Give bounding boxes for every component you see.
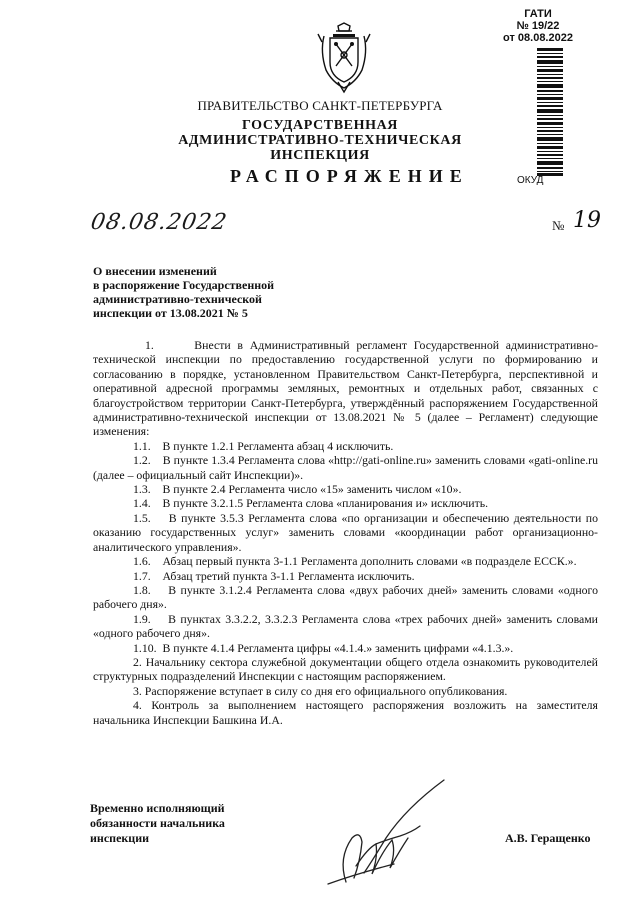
subject-line: в распоряжение Государственной: [93, 278, 275, 292]
paragraph: 1.2. В пункте 1.3.4 Регламента слова «http://gati-online.ru» заменить словами «gati-online.ru (далее – официальный сайт Инспекции)».: [93, 453, 598, 482]
paragraph: 1.8. В пункте 3.1.2.4 Регламента слова «двух рабочих дней» заменить словами «одного рабочего дня».: [93, 582, 598, 612]
paragraph: 1.5. В пункте 3.5.3 Регламента слова «по организации и обеспечению деятельности по оказанию государственных услуг» заменить словами «координации работ организационно-аналитического управления».: [93, 510, 598, 554]
government-name: ПРАВИТЕЛЬСТВО САНКТ-ПЕТЕРБУРГА: [197, 98, 443, 113]
stamp-org: ГАТИ: [524, 8, 552, 20]
signatory-name: А.В. Геращенко: [505, 831, 591, 845]
document-body: [93, 338, 598, 727]
okud-label: ОКУД: [517, 175, 544, 186]
paragraph: 1.1. В пункте 1.2.1 Регламента абзац 4 исключить.: [133, 438, 394, 453]
signatory-title-line: Временно исполняющий: [90, 801, 225, 815]
paragraph: 3. Распоряжение вступает в силу со дня его официального опубликования.: [133, 683, 508, 698]
subject-line: административно-технической: [93, 292, 262, 306]
document-subject: [93, 264, 323, 320]
paragraph: 1.6. Абзац первый пункта 3-1.1 Регламента дополнить словами «в подразделе ЕССК.».: [133, 554, 577, 569]
paragraph: 1.7. Абзац третий пункта 3-1.1 Регламента исключить.: [133, 568, 415, 583]
agency-line: ИНСПЕКЦИЯ: [270, 148, 370, 163]
registration-stamp: [488, 8, 588, 44]
agency-line: АДМИНИСТРАТИВНО-ТЕХНИЧЕСКАЯ: [178, 133, 462, 148]
paragraph: 2. Начальнику сектора служебной документации общего отдела ознакомить руководителей структурных подразделений Инспекции с настоящим распоряжением.: [93, 654, 598, 684]
agency-line: ГОСУДАРСТВЕННАЯ: [242, 118, 398, 133]
stamp-date: от 08.08.2022: [503, 32, 573, 44]
subject-line: инспекции от 13.08.2021 № 5: [93, 306, 248, 320]
signatory-title-line: обязанности начальника: [90, 816, 225, 830]
paragraph: 1.4. В пункте 3.2.1.5 Регламента слова «планирования и» исключить.: [133, 496, 489, 511]
document-type: РАСПОРЯЖЕНИЕ: [230, 166, 469, 186]
document-number-label: №: [552, 218, 565, 233]
paragraph: 1.10. В пункте 4.1.4 Регламента цифры «4.1.4.» заменить цифрами «4.1.3.».: [133, 640, 514, 655]
paragraph: 1.9. В пунктах 3.3.2.2, 3.3.2.3 Регламента слова «трех рабочих дней» заменить словами «одного рабочего дня».: [93, 611, 598, 641]
subject-line: О внесении изменений: [93, 264, 217, 278]
paragraph: 4. Контроль за выполнением настоящего распоряжения возложить на заместителя начальника Инспекции Башкина И.А.: [93, 698, 598, 727]
signatory-title-line: инспекции: [90, 831, 150, 845]
stamp-number: № 19/22: [516, 20, 560, 32]
coat-of-arms-icon: [316, 22, 372, 94]
agency-name: [0, 118, 640, 163]
paragraph: 1.3. В пункте 2.4 Регламента число «15» заменить числом «10».: [133, 482, 462, 497]
paragraph: 1. Внести в Административный регламент Государственной административно-технической инспекции по предоставлению государственной услуги по формированию и согласованию в порядке, установленном Правительством Санкт-Петербурга, перспективной и оперативной адресной программы земляных, ремонтных и отдельных работ, связанных с благоустройством территории Санкт-Петербурга, утверждённый распоряжением Государственной административно-технической инспекции от 13.08.2021 № 5 (далее – Регламент) следующие изменения:: [93, 338, 598, 439]
document-number: 19: [573, 208, 601, 233]
handwritten-signature: [316, 778, 446, 888]
document-date: 08.08.2022: [88, 210, 230, 235]
signatory-title: [90, 801, 260, 846]
